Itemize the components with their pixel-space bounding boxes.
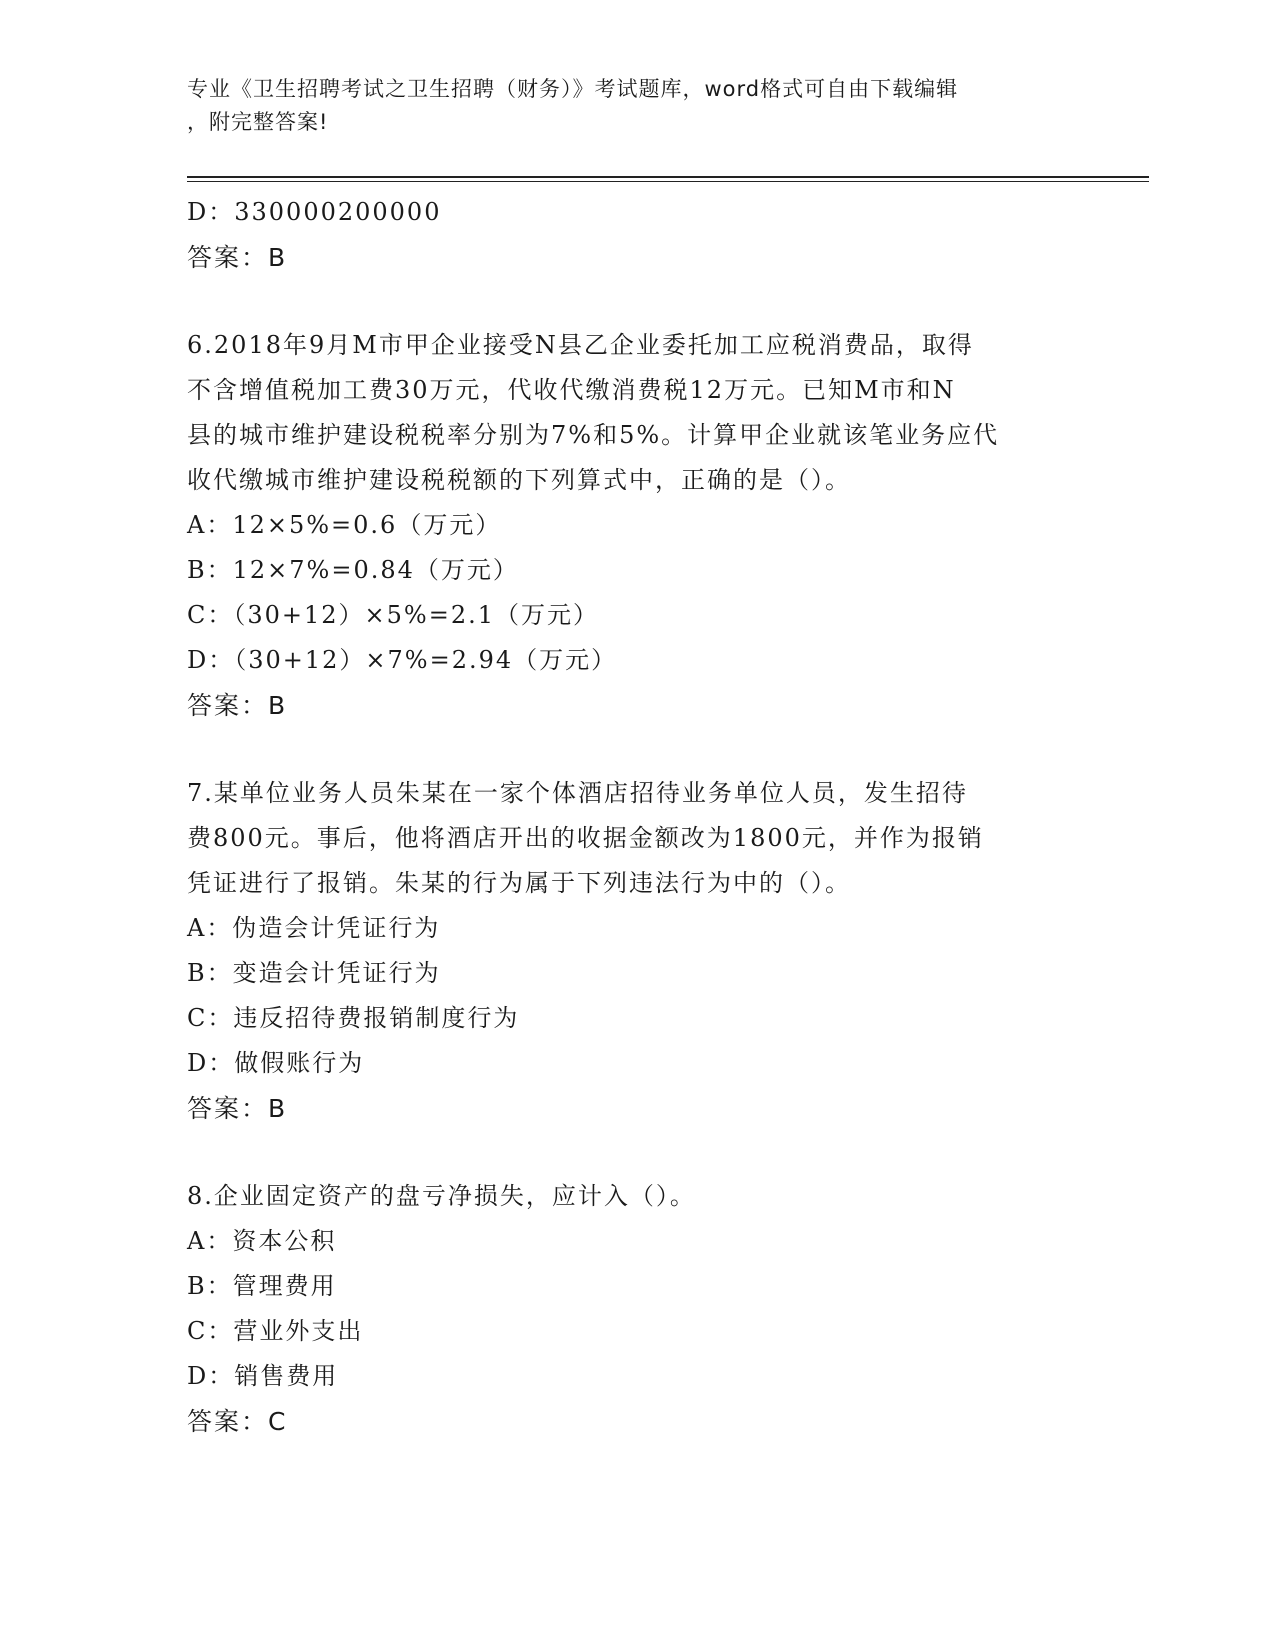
question-stem-line: 县的城市维护建设税税率分别为7%和5%。计算甲企业就该笔业务应代: [187, 421, 1000, 449]
option-d: D：销售费用: [187, 1362, 339, 1390]
question-stem-line: 7.某单位业务人员朱某在一家个体酒店招待业务单位人员，发生招待: [187, 779, 968, 807]
question-stem-line: 8.企业固定资产的盘亏净损失，应计入（）。: [187, 1182, 696, 1210]
spacer: [187, 280, 1077, 323]
answer-line: 答案：B: [187, 243, 288, 272]
header-line-2: ，附完整答案!: [187, 110, 329, 134]
question-stem-line: 6.2018年9月M市甲企业接受N县乙企业委托加工应税消费品，取得: [187, 331, 974, 359]
question-5-tail: [187, 190, 1077, 280]
header-line-1: 专业《卫生招聘考试之卫生招聘（财务）》考试题库，word格式可自由下载编辑: [187, 77, 959, 101]
option-d: D：做假账行为: [187, 1049, 365, 1077]
question-stem-line: 收代缴城市维护建设税税额的下列算式中，正确的是（）。: [187, 466, 851, 494]
option-a: A：伪造会计凭证行为: [187, 914, 441, 942]
spacer: [187, 1131, 1077, 1174]
header-rule-thin: [187, 181, 1149, 182]
option-d: D：330000200000: [187, 198, 442, 226]
document-header: [187, 73, 1067, 139]
document-body: [187, 190, 1077, 1444]
question-6: [187, 323, 1077, 728]
option-a: A：资本公积: [187, 1227, 337, 1255]
answer-line: 答案：B: [187, 1094, 288, 1123]
option-c: C：营业外支出: [187, 1317, 364, 1345]
option-b: B：变造会计凭证行为: [187, 959, 441, 987]
answer-line: 答案：C: [187, 1407, 288, 1436]
question-stem-line: 凭证进行了报销。朱某的行为属于下列违法行为中的（）。: [187, 869, 851, 897]
option-c: C：（30+12）×5%=2.1（万元）: [187, 601, 600, 629]
question-stem-line: 费800元。事后，他将酒店开出的收据金额改为1800元，并作为报销: [187, 824, 984, 852]
question-stem-line: 不含增值税加工费30万元，代收代缴消费税12万元。已知M市和N: [187, 376, 956, 404]
question-7: [187, 771, 1077, 1131]
header-rule-thick: [187, 176, 1149, 178]
option-b: B：管理费用: [187, 1272, 337, 1300]
option-b: B：12×7%=0.84（万元）: [187, 556, 519, 584]
option-c: C：违反招待费报销制度行为: [187, 1004, 520, 1032]
answer-line: 答案：B: [187, 691, 288, 720]
option-a: A：12×5%=0.6（万元）: [187, 511, 502, 539]
question-8: [187, 1174, 1077, 1444]
spacer: [187, 728, 1077, 771]
option-d: D：（30+12）×7%=2.94（万元）: [187, 646, 618, 674]
